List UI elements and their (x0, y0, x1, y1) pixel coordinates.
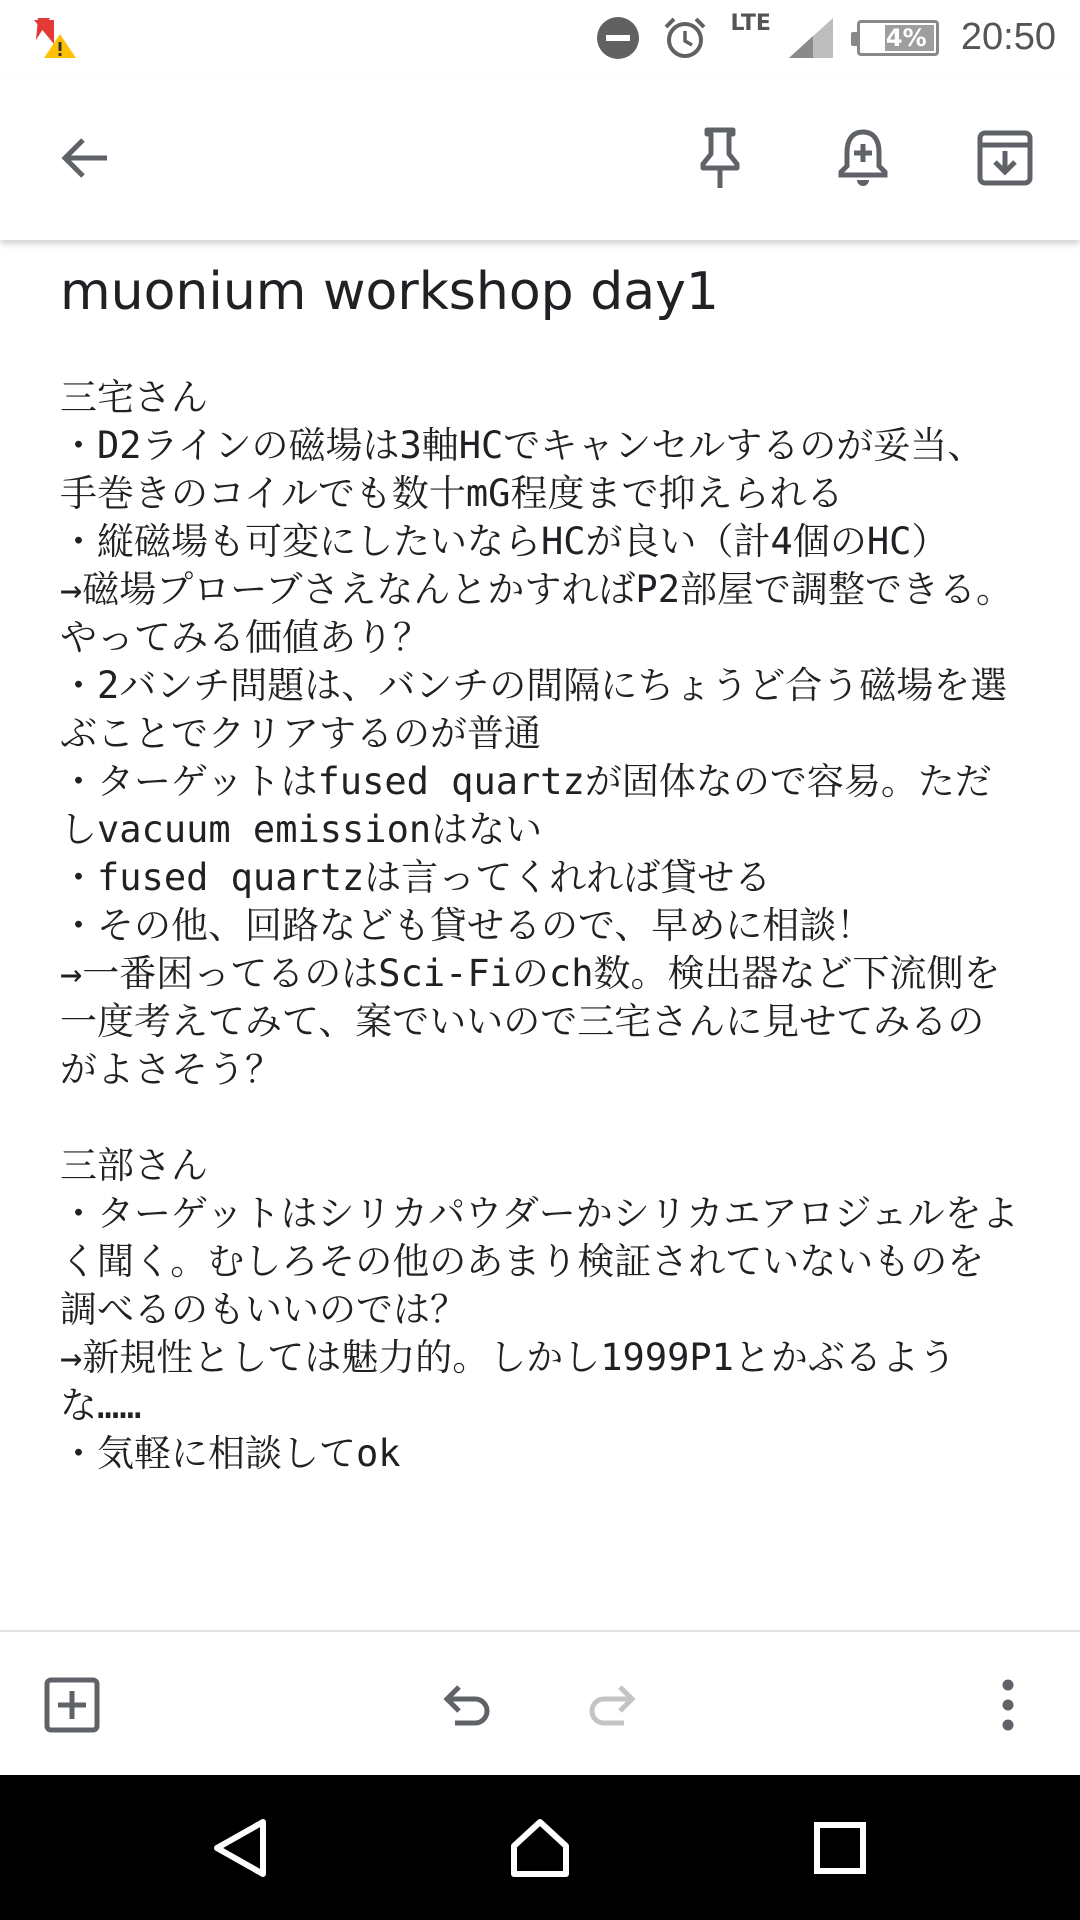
alarm-icon (662, 15, 708, 61)
redo-button[interactable] (566, 1660, 656, 1750)
battery-percent: 64% (869, 23, 927, 52)
reminder-button[interactable] (818, 113, 908, 203)
add-content-button[interactable] (27, 1660, 117, 1750)
add-box-icon (43, 1676, 101, 1734)
nav-recents-button[interactable] (795, 1803, 885, 1893)
pin-icon (695, 126, 745, 190)
more-vert-icon (1000, 1679, 1016, 1731)
status-bar (0, 0, 1080, 75)
pin-button[interactable] (675, 113, 765, 203)
note-body[interactable]: 三宅さん ・D2ラインの磁場は3軸HCでキャンセルするのが妥当、手巻きのコイルでも数十mG程度まで抑えられる ・縦磁場も可変にしたいならHCが良い（計4個のHC） →磁場プローブさえなんとかすればP2部屋で調整できる。やってみる価値あり？ ・2バンチ問題は、バンチの間隔にちょうど合う磁場を選ぶことでクリアするのが普通 ・ターゲットはfused quartzが固体なので容易。ただしvacuum emissionはない ・fused quartzは言ってくれれば貸せる ・その他、回路なども貸せるので、早めに相談！ →一番困ってるのはSci-Fiのch数。検出器など下流側を一度考えてみて、案でいいので三宅さんに見せてみるのがよさそう？ 三部さん ・ターゲットはシリカパウダーかシリカエアロジェルをよく聞く。むしろその他のあまり検証されていないものを調べるのもいいのでは？ →新規性としては魅力的。しかし1999P1とかぶるような…… ・気軽に相談してok (60, 376, 1019, 1475)
redo-icon (584, 1681, 638, 1729)
network-type: LTE (730, 11, 771, 36)
nav-back-button[interactable] (196, 1803, 286, 1893)
status-time: 20:50 (960, 16, 1056, 58)
nav-home-button[interactable] (495, 1803, 585, 1893)
note-toolbar (0, 75, 1080, 240)
editor-bottom-bar (0, 1630, 1080, 1777)
back-arrow-icon (59, 132, 111, 184)
archive-button[interactable] (960, 113, 1050, 203)
nav-home-icon (508, 1816, 572, 1880)
battery-icon (857, 20, 939, 56)
do-not-disturb-icon (596, 16, 640, 60)
system-navigation-bar (0, 1775, 1080, 1920)
more-options-button[interactable] (963, 1660, 1053, 1750)
back-button[interactable] (40, 113, 130, 203)
undo-button[interactable] (423, 1660, 513, 1750)
nav-back-icon (209, 1816, 273, 1880)
undo-icon (441, 1681, 495, 1729)
note-title[interactable]: muonium workshop day1 (60, 262, 719, 322)
kaspersky-warning-icon (32, 16, 80, 60)
note-editor (0, 240, 1080, 1630)
signal-icon (787, 16, 835, 60)
archive-icon (976, 129, 1034, 187)
nav-recents-icon (812, 1820, 868, 1876)
add-reminder-icon (835, 126, 891, 190)
